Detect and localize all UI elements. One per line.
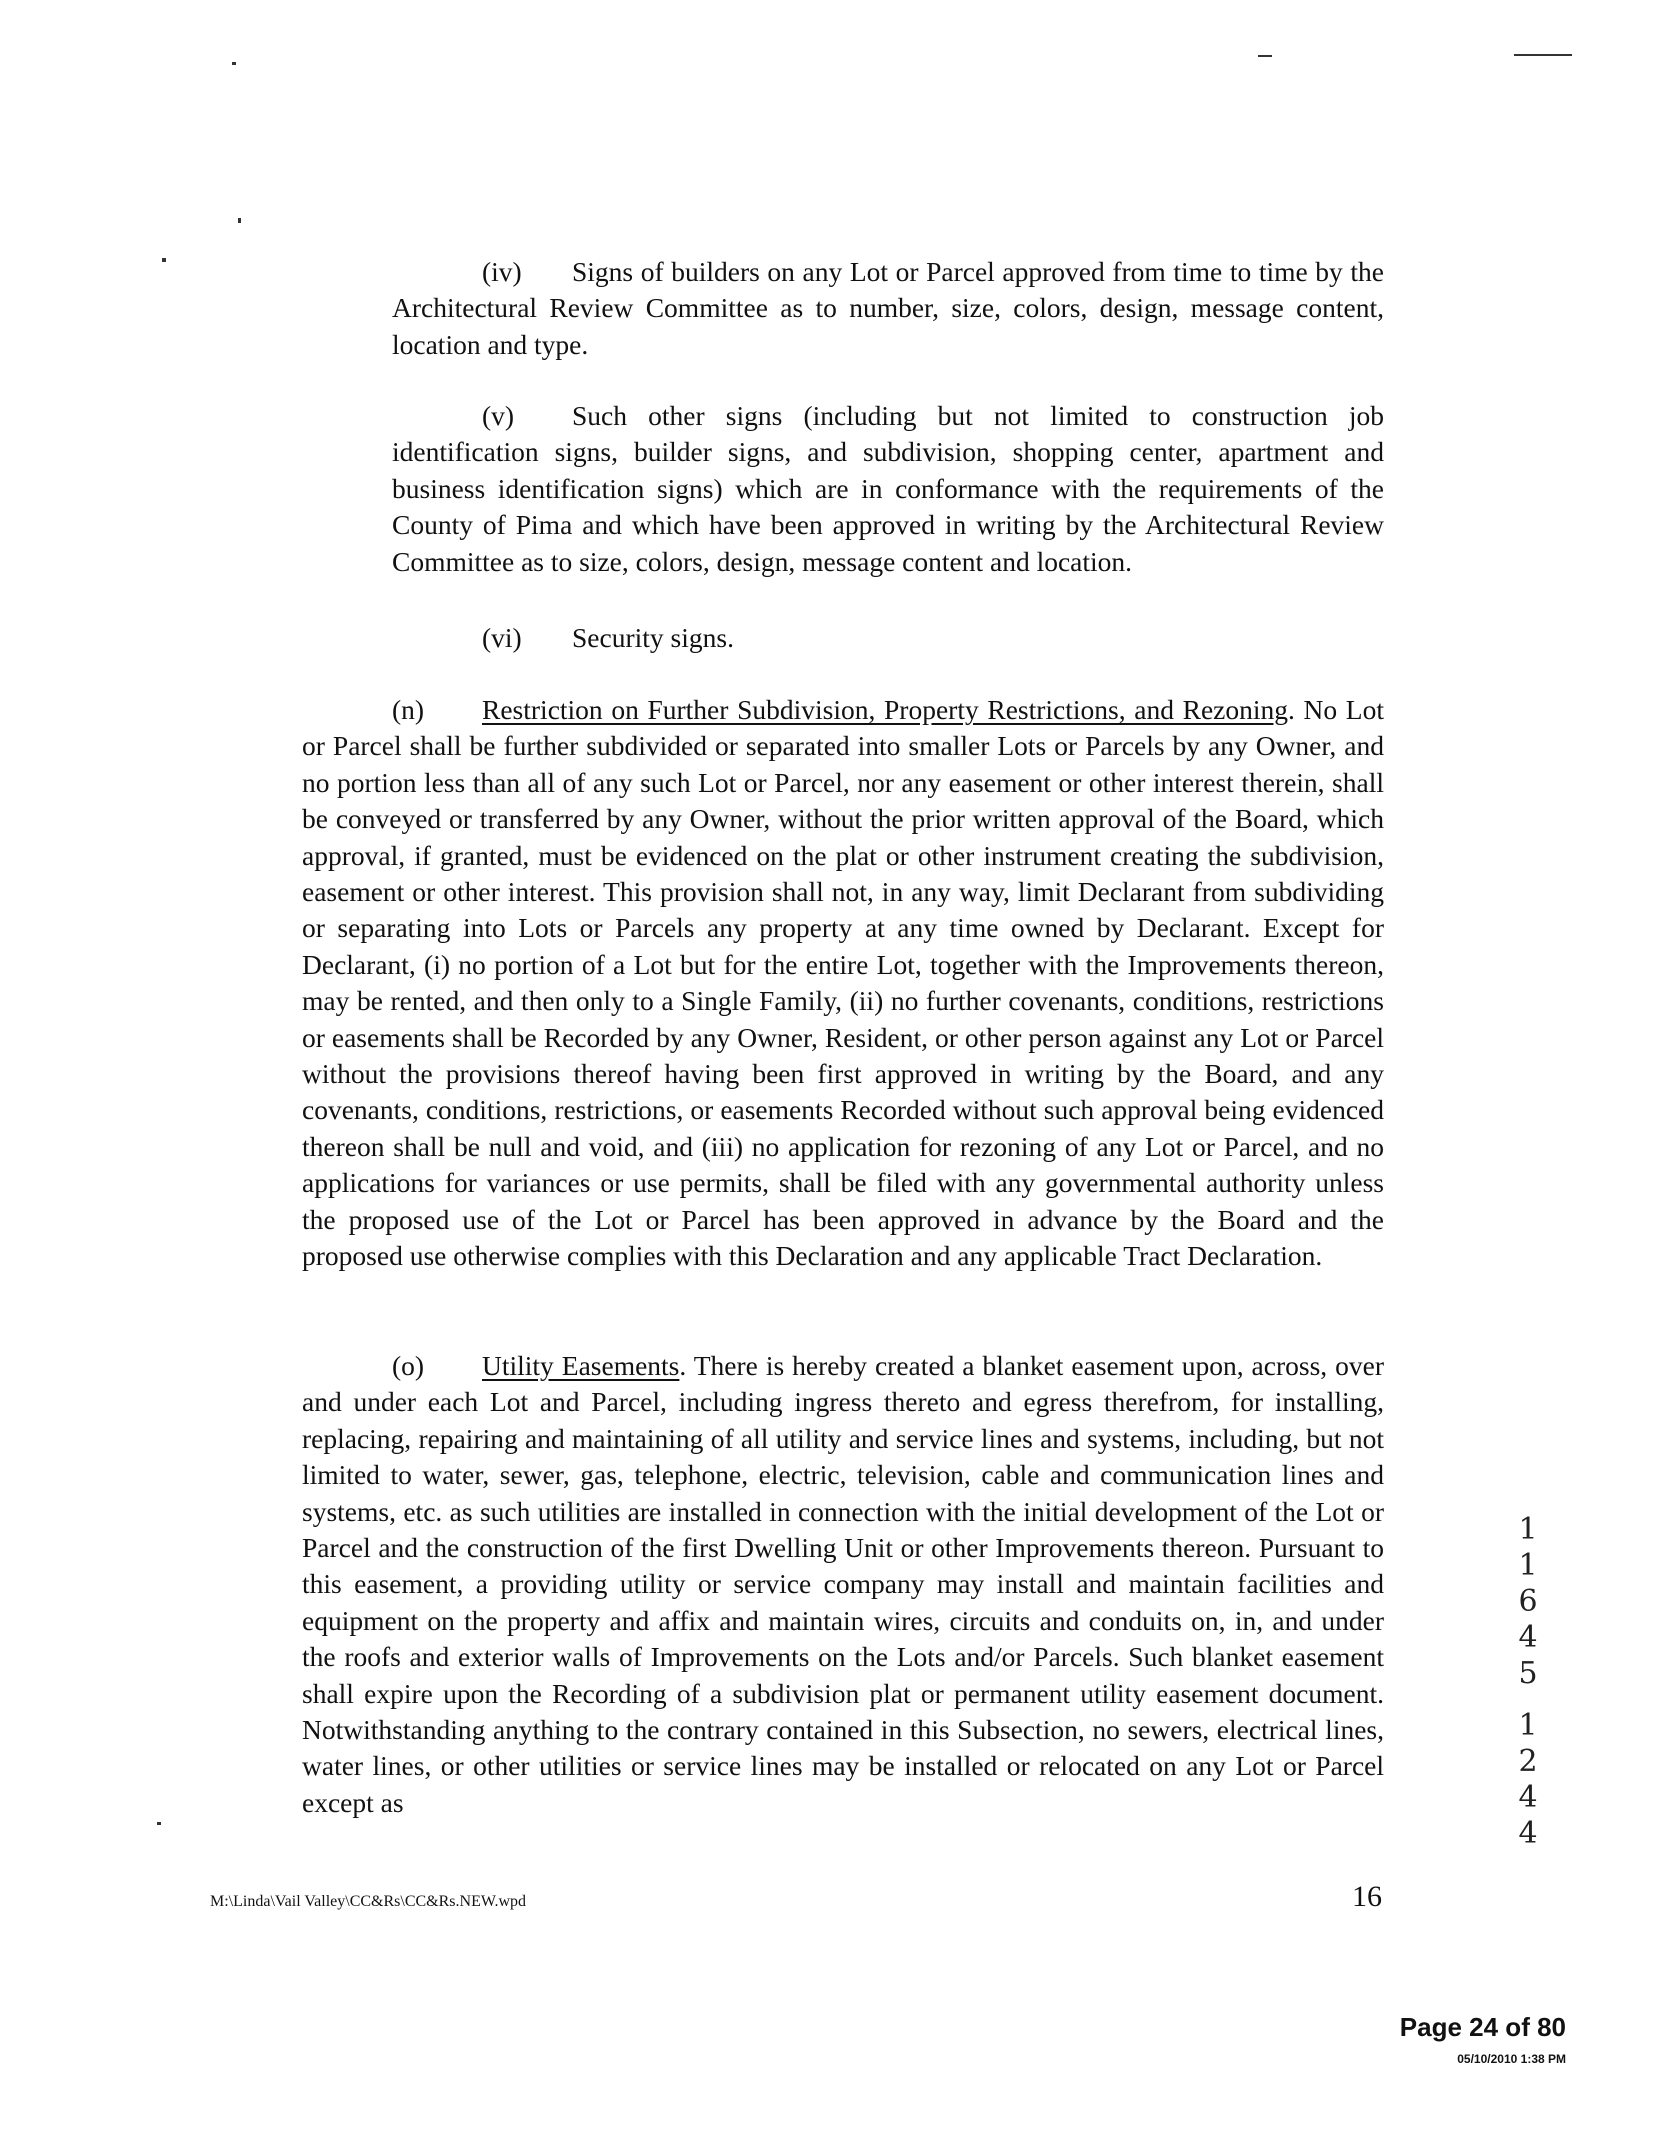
paragraph-o-heading: Utility Easements [482, 1350, 680, 1381]
scan-mark-top-left [232, 62, 236, 65]
paragraph-iv-label: (iv) [482, 256, 522, 287]
recorder-page-count: Page 24 of 80 [1399, 2012, 1566, 2042]
paragraph-vi-text: Security signs. [572, 622, 734, 653]
paragraph-iv-text: Signs of builders on any Lot or Parcel approved from time to time by the Architectural Review Committee as to number, size, colors, design, message content, location and type. [392, 256, 1384, 360]
scan-mark-left-2 [162, 258, 166, 262]
margin-digit-8: 4 [1518, 1780, 1538, 1815]
paragraph-vi-label: (vi) [482, 622, 522, 653]
paragraph-n-label: (n) [392, 694, 425, 725]
scan-mark-top-right-rule [1514, 54, 1572, 56]
paragraph-v-label: (v) [482, 400, 515, 431]
margin-digit-7: 2 [1518, 1744, 1538, 1779]
paragraph-n [302, 692, 1384, 1275]
paragraph-o [302, 1348, 1384, 1821]
scan-mark-top-right-short [1258, 55, 1272, 57]
margin-digit-2: 1 [1518, 1548, 1538, 1583]
page-number: 16 [1352, 1880, 1382, 1913]
margin-digit-5: 5 [1518, 1656, 1538, 1691]
margin-digit-1: 1 [1518, 1512, 1538, 1547]
scan-mark-left-1 [238, 218, 241, 223]
paragraph-n-heading: Restriction on Further Subdivision, Property Restrictions, and Rezoning [482, 694, 1289, 725]
margin-digit-4: 4 [1518, 1620, 1538, 1655]
paragraph-o-label: (o) [392, 1350, 425, 1381]
paragraph-vi [392, 620, 1384, 656]
paragraph-v [392, 398, 1384, 580]
scan-mark-left-3 [157, 1822, 161, 1825]
margin-digit-9: 4 [1518, 1816, 1538, 1851]
footer-file-path: M:\Linda\Vail Valley\CC&Rs\CC&Rs.NEW.wpd [210, 1893, 527, 1910]
paragraph-o-text: . There is hereby created a blanket easement upon, across, over and under each Lot and Parcel, including ingress thereto and egress therefrom, for installing, replacing, repairing and maintaining of all utility and service lines and systems, including, but not limited to water, sewer, gas, telephone, electric, television, cable and communication lines and systems, etc. as such utilities are installed in connection with the initial development of the Lot or Parcel and the construction of the first Dwelling Unit or other Improvements thereon. Pursuant to this easement, a providing utility or service company may install and maintain facilities and equipment on the property and affix and maintain wires, circuits and conduits on, in, and under the roofs and exterior walls of Improvements on the Lots and/or Parcels. Such blanket easement shall expire upon the Recording of a subdivision plat or permanent utility easement document. Notwithstanding anything to the contrary contained in this Subsection, no sewers, electrical lines, water lines, or other utilities or service lines may be installed or relocated on any Lot or Parcel except as [302, 1350, 1384, 1818]
margin-digit-6: 1 [1518, 1708, 1538, 1743]
recording-number-margin [1514, 1512, 1542, 1852]
paragraph-n-text: . No Lot or Parcel shall be further subdivided or separated into smaller Lots or Parcels by any Owner, and no portion less than all of any such Lot or Parcel, nor any easement or other interest therein, shall be conveyed or transferred by any Owner, without the prior written approval of the Board, which approval, if granted, must be evidenced on the plat or other instrument creating the subdivision, easement or other interest. This provision shall not, in any way, limit Declarant from subdividing or separating into Lots or Parcels any property at any time owned by Declarant. Except for Declarant, (i) no portion of a Lot but for the entire Lot, together with the Improvements thereon, may be rented, and then only to a Single Family, (ii) no further covenants, conditions, restrictions or easements shall be Recorded by any Owner, Resident, or other person against any Lot or Parcel without the provisions thereof having been first approved in writing by the Board, and any covenants, conditions, restrictions, or easements Recorded without such approval being evidenced thereon shall be null and void, and (iii) no application for rezoning of any Lot or Parcel, and no applications for variances or use permits, shall be filed with any governmental authority unless the proposed use of the Lot or Parcel has been approved in advance by the Board and the proposed use otherwise complies with this Declaration and any applicable Tract Declaration. [302, 694, 1384, 1272]
paragraph-iv [392, 254, 1384, 363]
recorder-timestamp: 05/10/2010 1:38 PM [1457, 2052, 1566, 2066]
paragraph-v-text: Such other signs (including but not limited to construction job identification signs, builder signs, and subdivision, shopping center, apartment and business identification signs) which are in conformance with the requirements of the County of Pima and which have been approved in writing by the Architectural Review Committee as to size, colors, design, message content and location. [392, 400, 1384, 577]
margin-digit-3: 6 [1518, 1584, 1538, 1619]
